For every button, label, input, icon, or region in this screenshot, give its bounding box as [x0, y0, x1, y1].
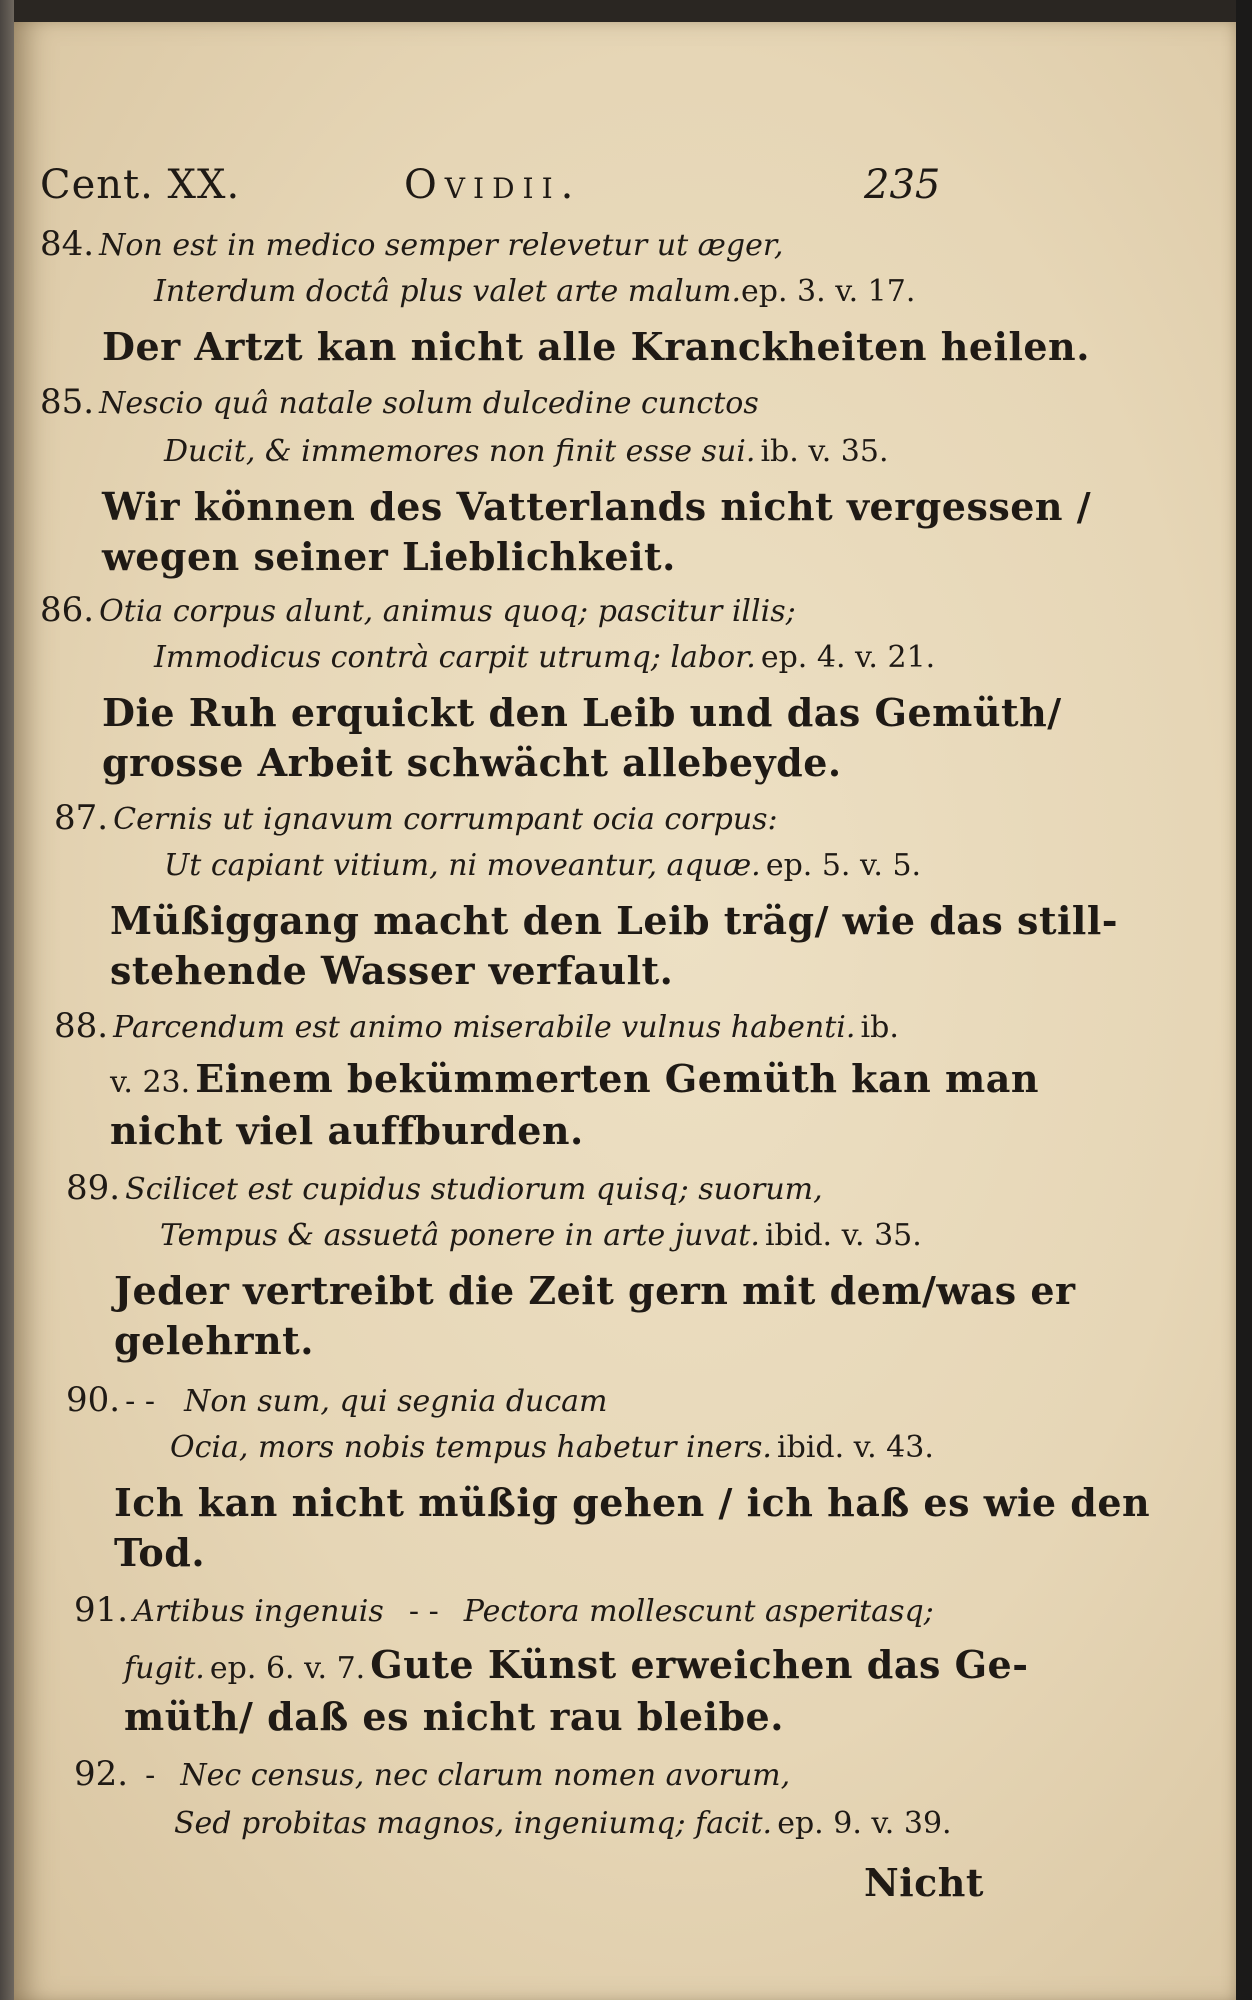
verse-reference: ib. [860, 1010, 899, 1045]
german-translation: Tod. [114, 1530, 206, 1575]
entry-86-line-2 [154, 640, 935, 675]
verse-reference: ep. 3. v. 17. [741, 274, 916, 309]
entry-85-german-1 [102, 484, 1091, 529]
entry-number: 85. [40, 382, 95, 422]
german-translation: grosse Arbeit schwächt allebeyde. [102, 740, 842, 785]
german-translation: Jeder vertreibt die Zeit gern mit dem/was er [114, 1268, 1076, 1313]
german-translation: stehende Wasser verfault. [110, 948, 674, 993]
german-translation: müth/ daß es nicht rau bleibe. [124, 1694, 784, 1739]
latin-verse: Nescio quâ natale solum dulcedine cunctos [99, 386, 759, 421]
entry-88-german-2 [110, 1108, 584, 1153]
entry-84-german [102, 324, 1090, 369]
verse-reference: ep. 9. v. 39. [777, 1806, 952, 1841]
entry-number: 84. [40, 224, 95, 264]
entry-86-german-2 [102, 740, 842, 785]
german-translation: Die Ruh erquickt den Leib und das Gemüth/ [102, 690, 1062, 735]
entry-89-line-1 [66, 1168, 823, 1208]
latin-verse: Immodicus contrà carpit utrumq; labor. [154, 640, 756, 675]
verse-dash: - - [408, 1594, 439, 1629]
german-translation: gelehrnt. [114, 1318, 314, 1363]
book-page [14, 22, 1236, 2000]
latin-verse: Ducit, & immemores non finit esse sui. [164, 434, 756, 469]
german-translation: nicht viel auffburden. [110, 1108, 584, 1153]
entry-87-german-2 [110, 948, 673, 993]
scan-border [1236, 0, 1252, 2000]
latin-verse: Sed probitas magnos, ingeniumq; facit. [174, 1806, 773, 1841]
entry-87-line-2 [164, 848, 921, 883]
entry-92-line-1 [74, 1754, 790, 1794]
entry-86-line-1 [40, 590, 796, 630]
entry-89-german-2 [114, 1318, 314, 1363]
german-translation: Müßiggang macht den Leib träg/ wie das still- [110, 898, 1119, 943]
entry-88-line-1 [54, 1006, 899, 1046]
entry-90-german-1 [114, 1480, 1150, 1525]
latin-verse: Cernis ut ignavum corrumpant ocia corpus: [113, 802, 778, 837]
verse-reference: ep. 6. v. 7. [209, 1651, 366, 1686]
verse-reference: v. 23. [110, 1065, 191, 1100]
entry-number: 90. [66, 1380, 121, 1420]
page-number: 235 [864, 162, 941, 208]
german-translation: Einem bekümmerten Gemüth kan man [195, 1056, 1039, 1101]
latin-verse: Tempus & assuetâ ponere in arte juvat. [160, 1218, 760, 1253]
entry-89-line-2 [160, 1218, 922, 1253]
century-label: Cent. XX. [40, 162, 241, 208]
latin-verse: Ocia, mors nobis tempus habetur iners. [170, 1430, 772, 1465]
latin-verse: Parcendum est animo miserabile vulnus habenti. [113, 1010, 856, 1045]
german-translation: wegen seiner Lieblichkeit. [102, 534, 676, 579]
entry-86-german-1 [102, 690, 1062, 735]
german-translation: Wir können des Vatterlands nicht vergessen / [102, 484, 1092, 529]
author-title: Ovidii. [404, 162, 582, 208]
latin-verse: Nec census, nec clarum nomen avorum, [180, 1758, 791, 1793]
entry-91-german-2 [124, 1694, 784, 1739]
latin-verse: Non sum, qui segnia ducam [184, 1384, 608, 1419]
latin-verse: Non est in medico semper relevetur ut æger, [99, 228, 784, 263]
german-translation: Der Artzt kan nicht alle Kranckheiten heilen. [102, 324, 1090, 369]
verse-reference: ep. 4. v. 21. [760, 640, 936, 675]
latin-verse: Pectora mollescunt asperitasq; [463, 1594, 934, 1629]
verse-dash: - - [125, 1384, 155, 1419]
verse-reference: ibid. v. 35. [764, 1218, 922, 1253]
entry-90-german-2 [114, 1530, 205, 1575]
catchword-text: Nicht [864, 1860, 984, 1905]
entry-84-line-2 [154, 274, 915, 309]
german-translation: Ich kan nicht müßig gehen / ich haß es wie den [114, 1480, 1151, 1525]
entry-89-german-1 [114, 1268, 1076, 1313]
latin-verse: Artibus ingenuis [133, 1594, 384, 1629]
verse-reference: ib. v. 35. [760, 434, 889, 469]
latin-verse: Interdum doctâ plus valet arte malum. [154, 274, 742, 309]
entry-number: 89. [66, 1168, 121, 1208]
entry-number: 92. [74, 1754, 129, 1794]
entry-number: 86. [40, 590, 95, 630]
entry-85-line-1 [40, 382, 759, 422]
entry-91-line-2 [124, 1642, 1029, 1687]
entry-number: 91. [74, 1590, 129, 1630]
entry-85-german-2 [102, 534, 676, 579]
latin-verse: fugit. [124, 1651, 205, 1686]
entry-85-line-2 [164, 434, 889, 469]
entry-87-line-1 [54, 798, 778, 838]
latin-verse: Otia corpus alunt, animus quoq; pascitur illis; [99, 594, 796, 629]
entry-84-line-1 [40, 224, 783, 264]
entry-88-line-2 [110, 1056, 1039, 1101]
entry-90-line-2 [170, 1430, 934, 1465]
entry-number: 88. [54, 1006, 109, 1046]
entry-number: 87. [54, 798, 109, 838]
verse-dash: - [145, 1758, 156, 1793]
entry-90-line-1 [66, 1380, 608, 1420]
book-gutter [0, 0, 14, 2000]
latin-verse: Ut capiant vitium, ni moveantur, aquæ. [164, 848, 761, 883]
entry-92-line-2 [174, 1806, 952, 1841]
latin-verse: Scilicet est cupidus studiorum quisq; suorum, [125, 1172, 823, 1207]
german-translation: Gute Künst erweichen das Ge- [370, 1642, 1029, 1687]
verse-reference: ep. 5. v. 5. [765, 848, 922, 883]
entry-91-line-1 [74, 1590, 934, 1630]
entry-87-german-1 [110, 898, 1118, 943]
running-header [14, 162, 1236, 212]
catchword [864, 1860, 984, 1905]
verse-reference: ibid. v. 43. [777, 1430, 934, 1465]
